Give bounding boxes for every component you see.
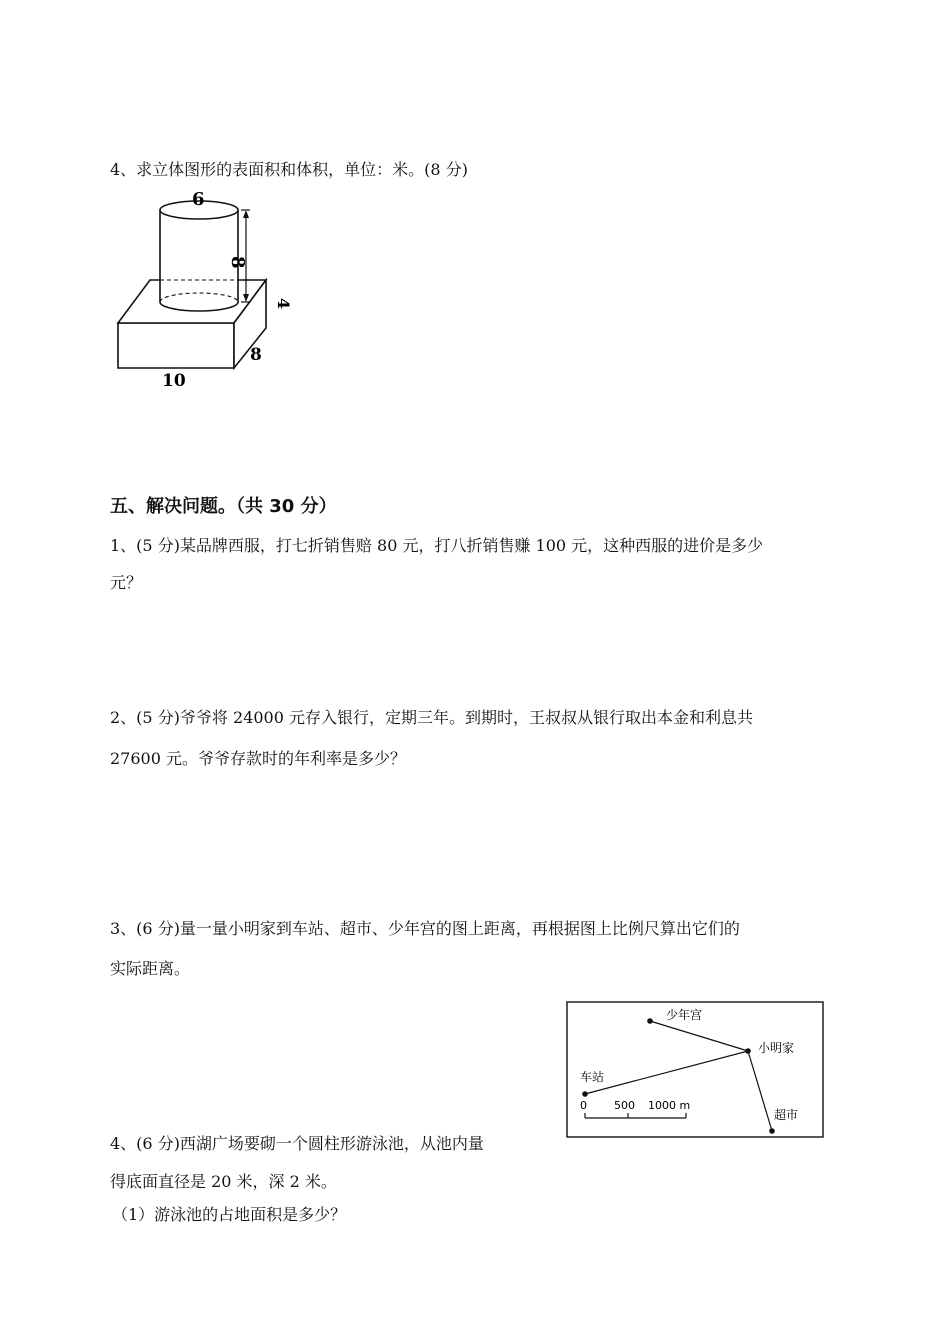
label-diameter: 6 <box>192 190 205 210</box>
question-4-prompt: 4、求立体图形的表面积和体积，单位：米。(8 分) <box>110 160 468 179</box>
label-box-height: 4 <box>274 298 293 310</box>
label-box-length: 10 <box>162 371 186 391</box>
solid-figure-diagram <box>108 190 308 395</box>
point-market <box>769 1128 775 1134</box>
problem-4-line-2: 得底面直径是 20 米，深 2 米。 <box>110 1172 337 1191</box>
route-home-market <box>748 1051 772 1131</box>
label-market: 超市 <box>774 1108 799 1122</box>
problem-1-line-1: 1、(5 分)某品牌西服，打七折销售赔 80 元，打八折销售赚 100 元，这种西服的进价是多少 <box>110 536 764 555</box>
problem-4-subquestion-1: （1）游泳池的占地面积是多少？ <box>112 1205 347 1224</box>
route-home-youth-palace <box>650 1021 748 1051</box>
problem-2-line-2: 27600 元。爷爷存款时的年利率是多少？ <box>110 749 406 768</box>
scale-zero: 0 <box>580 1099 587 1112</box>
label-home: 小明家 <box>758 1041 795 1055</box>
problem-2-line-1: 2、(5 分)爷爷将 24000 元存入银行，定期三年。到期时，王叔叔从银行取出本金和利息共 <box>110 708 754 727</box>
label-station: 车站 <box>580 1070 605 1084</box>
problem-1-line-2: 元？ <box>110 573 143 592</box>
section-5-heading: 五、解决问题。（共 30 分） <box>110 496 337 517</box>
box-front-face <box>118 323 234 368</box>
problem-3-line-2: 实际距离。 <box>110 959 191 978</box>
point-youth-palace <box>647 1018 653 1024</box>
problem-3-line-1: 3、(6 分)量一量小明家到车站、超市、少年宫的图上距离，再根据图上比例尺算出它们的 <box>110 919 740 938</box>
label-box-depth: 8 <box>250 345 262 365</box>
scale-mid: 500 <box>614 1099 635 1112</box>
point-home <box>745 1048 751 1054</box>
route-home-station <box>585 1051 748 1094</box>
label-youth-palace: 少年宫 <box>666 1008 703 1022</box>
cylinder-body <box>160 210 238 310</box>
label-cylinder-height: 8 <box>227 256 248 269</box>
map-diagram <box>566 1000 828 1142</box>
problem-4-line-1: 4、(6 分)西湖广场要砌一个圆柱形游泳池，从池内量 <box>110 1134 484 1153</box>
scale-end: 1000 m <box>648 1099 691 1112</box>
point-station <box>582 1091 588 1097</box>
